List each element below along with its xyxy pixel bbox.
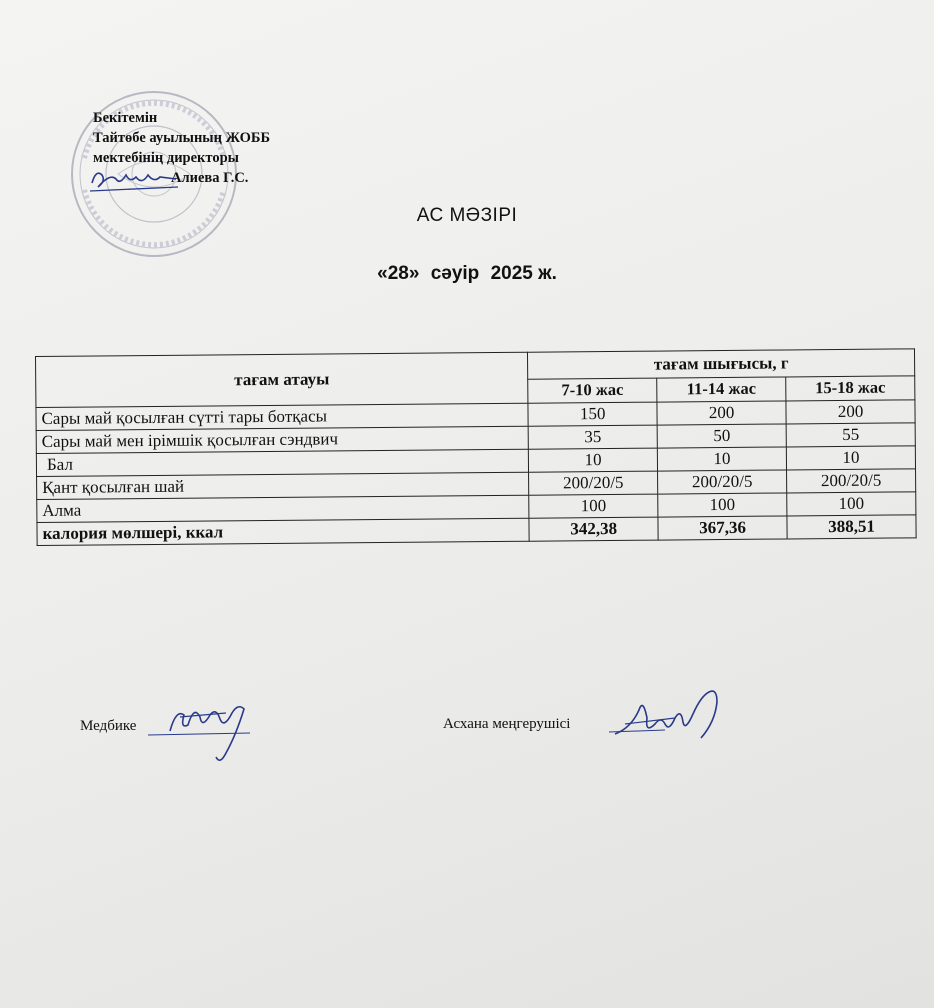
date-month: сәуір [430,263,480,284]
nurse-signature [140,695,260,770]
dish-value: 150 [528,402,657,426]
approval-position: мектебінің директоры [93,150,239,166]
dish-value: 200/20/5 [658,470,787,494]
dish-value: 200/20/5 [529,471,658,495]
header-dish-name: тағам атауы [36,352,529,407]
approval-school: Тайтөбе ауылының ЖОББ [93,130,271,146]
dish-value: 10 [786,446,915,470]
dish-value: 200 [786,400,915,424]
document-date [0,263,934,285]
approval-director-name: Алиева Г.С. [171,170,249,186]
dish-value: 200 [657,401,786,425]
dish-name: Бал [36,449,528,476]
date-day: «28» [377,263,420,284]
dish-value: 50 [657,424,786,448]
nurse-label: Медбике [80,718,137,734]
total-label: калория мөлшері, ккал [37,518,529,545]
dish-value: 200/20/5 [787,469,916,493]
dish-value: 35 [528,425,657,449]
dish-name: Сары май мен ірімшік қосылған сэндвич [36,426,528,453]
dish-value: 100 [529,494,658,518]
canteen-head-label: Асхана меңгерушісі [443,716,571,732]
total-value: 367,36 [658,516,787,540]
dish-name: Сары май қосылған сүтті тары ботқасы [36,403,528,430]
date-year: 2025 ж. [490,263,557,284]
document-title: АС МӘЗІРІ [416,205,518,226]
dish-value: 100 [658,493,787,517]
header-output: тағам шығысы, г [528,349,915,379]
total-value: 342,38 [529,517,658,541]
header-age-2: 11-14 жас [657,377,786,403]
dish-value: 10 [657,447,786,471]
dish-value: 100 [787,492,916,516]
dish-name: Алма [37,495,529,522]
director-signature [86,165,186,197]
canteen-head-signature [605,688,735,748]
header-age-1: 7-10 жас [528,378,657,404]
total-value: 388,51 [787,515,916,539]
header-age-3: 15-18 жас [786,375,915,401]
dish-value: 55 [786,423,915,447]
dish-name: Қант қосылған шай [37,472,529,499]
menu-table [35,348,917,546]
approval-title: Бекітемін [93,110,158,126]
dish-value: 10 [529,448,658,472]
